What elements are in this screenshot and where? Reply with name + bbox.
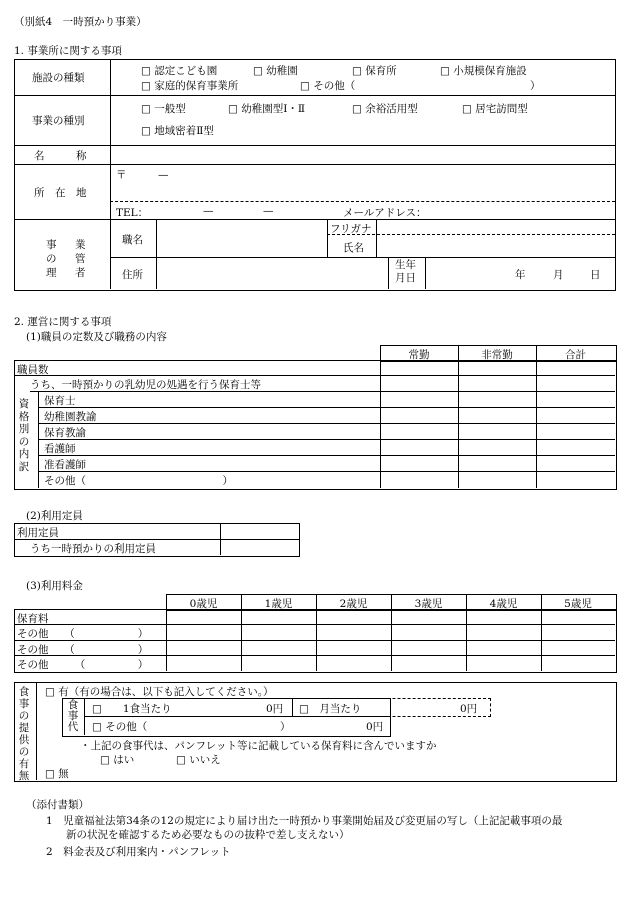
age-5: 5歳児	[564, 598, 592, 610]
name-label: 名 称	[34, 150, 87, 162]
age-4: 4歳児	[489, 598, 518, 610]
tel-dash-2: —	[263, 205, 274, 217]
tel-dash-1: —	[203, 205, 214, 217]
other-meal-close: ）	[280, 721, 291, 733]
answer-yes-checkbox[interactable]: □ はい	[100, 754, 135, 766]
fee-other-1: その他 （ ）	[17, 628, 149, 640]
temp-capacity-label: うち一時預かりの利用定員	[30, 543, 156, 555]
qual-childcare-worker: 保育士	[44, 395, 76, 407]
qual-kindergarten-teacher: 幼稚園教諭	[44, 411, 97, 423]
checkbox-facility-other[interactable]: □ その他（	[300, 80, 356, 92]
address-label: 所 在 地	[34, 187, 87, 199]
per-meal-yen: 0円	[266, 703, 284, 715]
other-meal-yen: 0円	[366, 721, 384, 733]
qualification-label: 資格別の内訳	[18, 398, 30, 473]
meal-yes-checkbox[interactable]: □ 有（有の場合は、以下も記入してください。）	[45, 686, 274, 698]
checkbox-nursery[interactable]: □ 保育所	[352, 65, 397, 77]
postal-code[interactable]: 〒 —	[116, 169, 169, 181]
job-title-label: 職名	[122, 234, 143, 246]
col-fulltime: 常勤	[408, 349, 430, 361]
meal-label: 食事の提供の有無	[18, 686, 30, 782]
checkbox-kindergarten-type[interactable]: □ 幼稚園型Ⅰ・Ⅱ	[228, 103, 306, 115]
facility-other-close: ）	[530, 80, 541, 92]
staff-subtitle: (1)職員の定数及び職務の内容	[26, 331, 167, 343]
attachment-2: 2 料金表及び利用案内・パンフレット	[46, 846, 231, 858]
col-total: 合計	[565, 349, 586, 361]
birth-date-label: 生年月日	[395, 259, 416, 284]
age-0: 0歳児	[189, 598, 218, 610]
capacity-subtitle: (2)利用定員	[26, 510, 83, 522]
checkbox-home-nursery[interactable]: □ 家庭的保育事業所	[141, 80, 239, 92]
document-header: （別紙4 一時預かり事業）	[14, 16, 147, 28]
business-type-label: 事業の種別	[32, 115, 85, 127]
per-meal-checkbox[interactable]: □ 1食当たり	[92, 703, 172, 715]
section1-title: 1. 事業所に関する事項	[14, 45, 122, 57]
age-3: 3歳児	[414, 598, 443, 610]
checkbox-home-visit[interactable]: □ 居宅訪問型	[462, 103, 528, 115]
residence-label: 住所	[122, 269, 143, 281]
col-parttime: 非常勤	[481, 349, 513, 361]
attachment-1-line1: 1 児童福祉法第34条の12の規定により届け出た一時預かり事業開始届及び変更届の写し（上記記載事項の最	[46, 815, 563, 827]
qual-assistant-nurse: 准看護師	[44, 459, 86, 471]
other-meal-checkbox[interactable]: □ その他（	[92, 721, 148, 733]
fee-other-3: その他 （ ）	[17, 659, 149, 671]
age-1: 1歳児	[264, 598, 293, 610]
fee-other-2: その他 （ ）	[17, 644, 149, 656]
checkbox-community-type[interactable]: □ 地域密着Ⅱ型	[141, 125, 214, 137]
meal-fee-label: 食事代	[67, 699, 79, 733]
manager-name-label: 氏名	[343, 242, 364, 254]
fee-subtitle: (3)利用料金	[26, 580, 83, 592]
per-month-yen: 0円	[460, 703, 478, 715]
checkbox-kindergarten[interactable]: □ 幼稚園	[253, 65, 298, 77]
qual-childcare-teacher: 保育教諭	[44, 427, 86, 439]
checkbox-general[interactable]: □ 一般型	[141, 103, 186, 115]
capacity-label: 利用定員	[17, 527, 59, 539]
per-month-checkbox[interactable]: □ 月当たり	[299, 703, 362, 715]
email-label: メールアドレス：	[343, 207, 427, 219]
staff-temp-care-label: うち、一時預かりの乳幼児の処遇を行う保育士等	[30, 379, 261, 391]
month-label: 月	[553, 269, 564, 281]
furigana-label: フリガナ	[330, 223, 372, 235]
meal-included-question: ・上記の食事代は、パンフレット等に記載している保育料に含んでいますか	[80, 740, 437, 752]
answer-no-checkbox[interactable]: □ いいえ	[176, 754, 221, 766]
manager-label: 事 業 の 管 理 者	[46, 239, 104, 279]
year-label: 年	[515, 269, 526, 281]
checkbox-small-nursery[interactable]: □ 小規模保育施設	[440, 65, 527, 77]
section2-title: 2. 運営に関する事項	[14, 316, 112, 328]
qual-nurse: 看護師	[44, 443, 76, 455]
age-2: 2歳児	[339, 598, 368, 610]
facility-type-label: 施設の種類	[32, 72, 85, 84]
staff-total-label: 職員数	[17, 364, 49, 376]
checkbox-nintei-kodomoen[interactable]: □ 認定こども園	[141, 65, 218, 77]
day-label: 日	[590, 269, 601, 281]
meal-no-checkbox[interactable]: □ 無	[45, 768, 69, 780]
fee-childcare: 保育料	[17, 613, 49, 625]
tel-label: TEL：	[116, 207, 149, 219]
qual-other: その他（ ）	[44, 475, 233, 487]
attachment-1-line2: 新の状況を確認するため必要なものの抜粋で差し支えない）	[66, 829, 350, 841]
checkbox-spare-capacity[interactable]: □ 余裕活用型	[352, 103, 418, 115]
attachments-title: （添付書類）	[26, 799, 89, 811]
